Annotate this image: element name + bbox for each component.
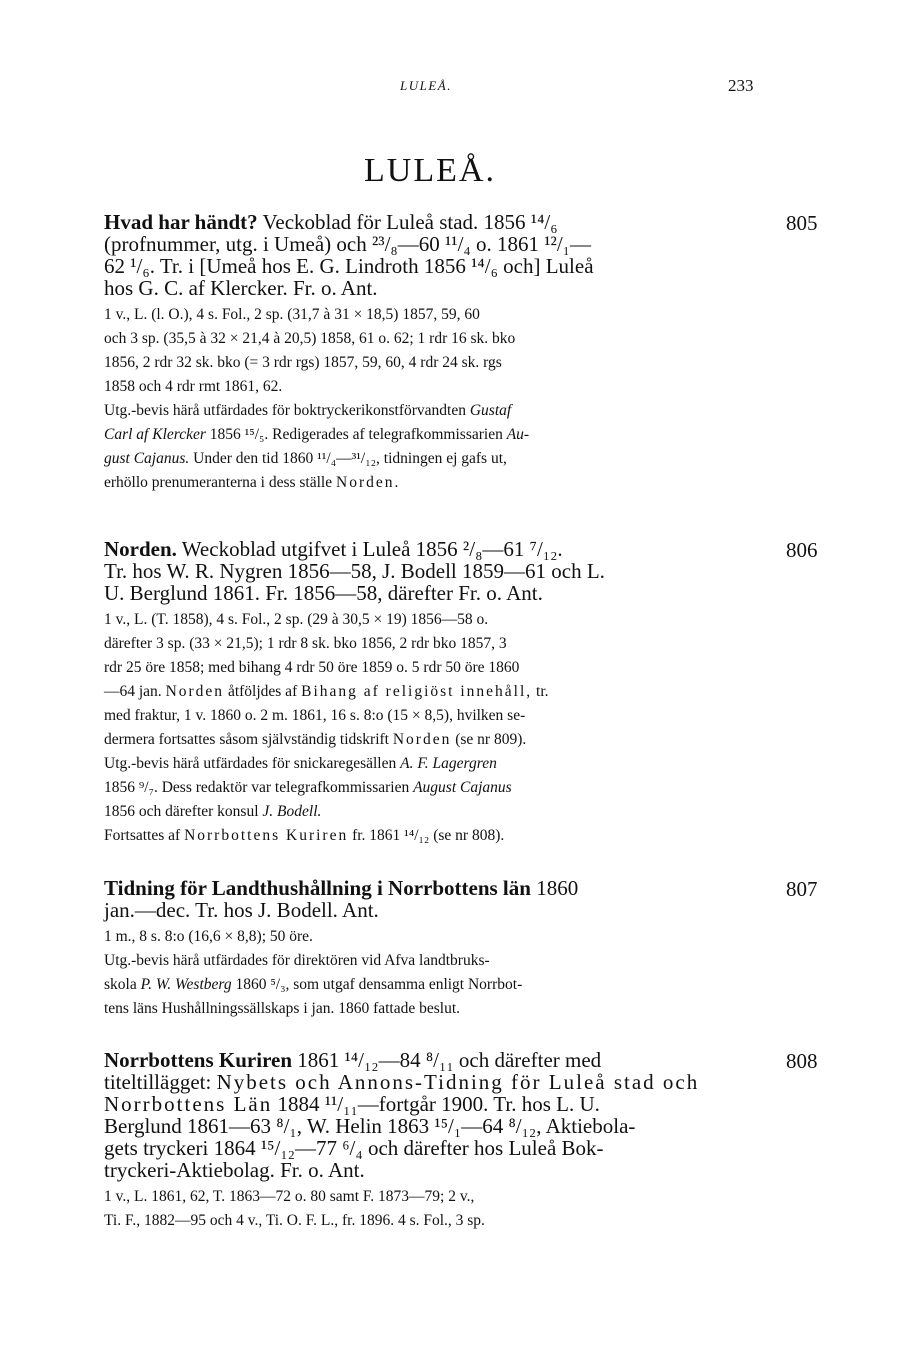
page-title: LULEÅ. (364, 152, 496, 189)
entry-808 (104, 1048, 818, 1233)
entry-description (104, 925, 784, 949)
heading-text: Weckoblad utgifvet i Luleå 1856 ²/₈—61 ⁷/₁₂. (176, 537, 563, 561)
heading-text: gets tryckeri 1864 ¹⁵/₁₂—77 ⁶/₄ och därefter hos Luleå Bok- (104, 1136, 604, 1160)
description-text: 1 v., L. 1861, 62, T. 1863—72 o. 80 samt F. 1873—79; 2 v., (104, 1188, 475, 1205)
note-text: Utg.-bevis härå utfärdades för boktryckerikonstförvandten (104, 402, 470, 419)
description-text: (se nr 809). (451, 731, 527, 748)
entry-title: Norrbottens Kuriren (104, 1048, 293, 1072)
description-text: med fraktur, 1 v. 1860 o. 2 m. 1861, 16 s. 8:o (15 × 8,5), hvilken se- (104, 707, 526, 724)
person-name: August Cajanus (413, 779, 512, 796)
entry-heading (104, 877, 784, 921)
title-reference: Bihang af religiöst innehåll, (301, 683, 533, 700)
entry-805 (104, 210, 818, 495)
note-text: Fortsattes af (104, 827, 185, 844)
person-name: Carl af Klercker (104, 426, 206, 443)
title-reference: Norrbottens Kuriren (184, 827, 349, 844)
heading-text: hos G. C. af Klercker. Fr. o. Ant. (104, 276, 378, 300)
title-reference: Norden (392, 731, 452, 748)
person-name: A. F. Lagergren (400, 755, 497, 772)
description-text: 1 m., 8 s. 8:o (16,6 × 8,8); 50 öre. (104, 928, 313, 945)
entry-note (104, 752, 784, 848)
entry-number: 808 (786, 1049, 818, 1073)
note-text: Utg.-bevis härå utfärdades för snickaregesällen (104, 755, 401, 772)
entry-heading (104, 538, 784, 604)
entry-heading (104, 211, 784, 299)
entry-heading (104, 1049, 784, 1181)
heading-text: jan.—dec. Tr. hos J. Bodell. Ant. (104, 898, 379, 922)
title-reference: Nybets och Annons-Tidning för Luleå stad och (216, 1070, 700, 1094)
entry-806 (104, 537, 818, 848)
entry-807 (104, 876, 818, 1021)
note-text: fr. 1861 ¹⁴/₁₂ (se nr 808). (348, 827, 505, 844)
person-name: gust Cajanus. (104, 450, 190, 467)
person-name: P. W. Westberg (140, 976, 232, 993)
heading-text: 1861 ¹⁴/₁₂—84 ⁸/₁₁ och därefter med (292, 1048, 602, 1072)
heading-text: tryckeri-Aktiebolag. Fr. o. Ant. (104, 1158, 365, 1182)
heading-text: (profnummer, utg. i Umeå) och ²³/₈—60 ¹¹/₄ o. 1861 ¹²/₁— (104, 232, 591, 256)
description-text: åtföljdes af (224, 683, 302, 700)
page-number: 233 (728, 76, 754, 95)
note-text: 1856 ¹⁵/₅. Redigerades af telegrafkommissarien (205, 426, 507, 443)
heading-text: titeltillägget: (104, 1070, 217, 1094)
entry-number: 807 (786, 877, 818, 901)
description-text: dermera fortsattes såsom självständig tidskrift (104, 731, 393, 748)
heading-text: Veckoblad för Luleå stad. 1856 ¹⁴/₆ (257, 210, 558, 234)
entry-number: 806 (786, 538, 818, 562)
description-text: 1858 och 4 rdr rmt 1861, 62. (104, 378, 283, 395)
title-reference: Norrbottens Län (104, 1092, 273, 1116)
title-reference: Norden (165, 683, 225, 700)
person-name: Gustaf (469, 402, 512, 419)
description-text: —64 jan. (104, 683, 166, 700)
entry-note (104, 399, 784, 495)
note-text: Under den tid 1860 ¹¹/₄—³¹/₁₂, tidningen ej gafs ut, (189, 450, 507, 467)
description-text: 1 v., L. (l. O.), 4 s. Fol., 2 sp. (31,7 à 31 × 18,5) 1857, 59, 60 (104, 306, 480, 323)
heading-text: 62 ¹/₆. Tr. i [Umeå hos E. G. Lindroth 1856 ¹⁴/₆ och] Luleå (104, 254, 594, 278)
entry-number: 805 (786, 211, 818, 235)
entry-title: Norden. (104, 537, 177, 561)
person-name: J. Bodell. (262, 803, 322, 820)
entry-description (104, 608, 784, 752)
person-name: Au- (506, 426, 530, 443)
description-text: Ti. F., 1882—95 och 4 v., Ti. O. F. L., fr. 1896. 4 s. Fol., 3 sp. (104, 1212, 485, 1229)
heading-text: 1884 ¹¹/₁₁—fortgår 1900. Tr. hos L. U. (272, 1092, 600, 1116)
description-text: tr. (532, 683, 549, 700)
description-text: rdr 25 öre 1858; med bihang 4 rdr 50 öre 1859 o. 5 rdr 50 öre 1860 (104, 659, 520, 676)
entry-description (104, 303, 784, 399)
heading-text: U. Berglund 1861. Fr. 1856—58, därefter Fr. o. Ant. (104, 581, 543, 605)
heading-text: 1860 (530, 876, 579, 900)
heading-text: Tr. hos W. R. Nygren 1856—58, J. Bodell 1859—61 och L. (104, 559, 605, 583)
note-text: 1860 ⁵/₃, som utgaf densamma enligt Norrbot- (231, 976, 523, 993)
note-text: tens läns Hushållningssällskaps i jan. 1860 fattade beslut. (104, 1000, 461, 1017)
running-head: LULEÅ. (400, 78, 452, 93)
description-text: 1856, 2 rdr 32 sk. bko (= 3 rdr rgs) 1857, 59, 60, 4 rdr 24 sk. rgs (104, 354, 502, 371)
entry-title: Hvad har händt? (104, 210, 258, 234)
entry-note (104, 949, 784, 1021)
description-text: 1 v., L. (T. 1858), 4 s. Fol., 2 sp. (29 à 30,5 × 19) 1856—58 o. (104, 611, 489, 628)
note-text: Utg.-bevis härå utfärdades för direktören vid Afva landtbruks- (104, 952, 490, 969)
description-text: och 3 sp. (35,5 à 32 × 21,4 à 20,5) 1858, 61 o. 62; 1 rdr 16 sk. bko (104, 330, 516, 347)
note-text: 1856 och därefter konsul (104, 803, 263, 820)
entry-title: Tidning för Landthushållning i Norrbottens län (104, 876, 531, 900)
description-text: därefter 3 sp. (33 × 21,5); 1 rdr 8 sk. bko 1856, 2 rdr bko 1857, 3 (104, 635, 507, 652)
heading-text: Berglund 1861—63 ⁸/₁, W. Helin 1863 ¹⁵/₁—64 ⁸/₁₂, Aktiebola- (104, 1114, 636, 1138)
note-text: skola (104, 976, 141, 993)
title-reference: Norden. (336, 474, 401, 491)
entry-description (104, 1185, 784, 1233)
note-text: erhöllo prenumeranterna i dess ställe (104, 474, 336, 491)
note-text: 1856 ⁹/₇. Dess redaktör var telegrafkommissarien (104, 779, 414, 796)
